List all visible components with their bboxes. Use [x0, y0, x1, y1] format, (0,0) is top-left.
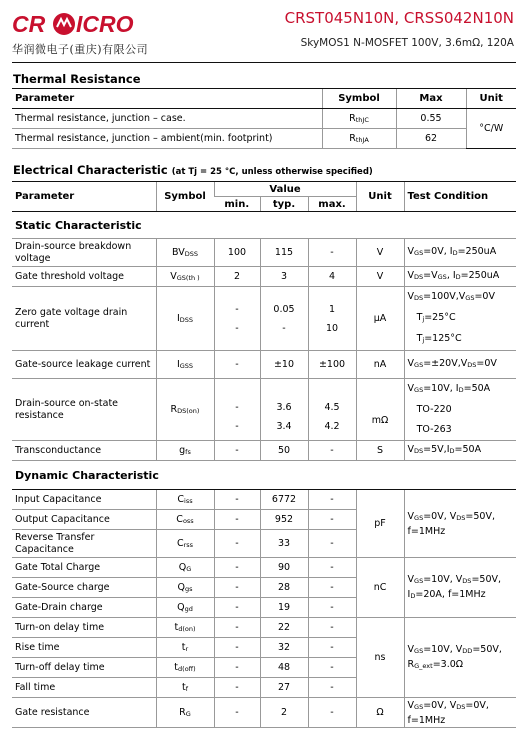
igss-parameter: Gate-source leakage current	[12, 351, 156, 379]
eh-value: Value	[214, 182, 356, 197]
coss-parameter: Output Capacitance	[12, 510, 156, 530]
rdson-parameter: Drain-source on-state resistance	[12, 379, 156, 441]
gfs-typ: 50	[260, 441, 308, 461]
tdon-parameter: Turn-on delay time	[12, 618, 156, 638]
tdon-max: -	[308, 618, 356, 638]
thermal-jc-symbol: RthJC	[322, 109, 396, 129]
rg-typ: 2	[260, 698, 308, 728]
igss-test: VGS=±20V,VDS=0V	[404, 351, 516, 379]
bvdss-unit: V	[356, 239, 404, 267]
thermal-unit: °C/W	[466, 109, 516, 149]
qgs-parameter: Gate-Source charge	[12, 578, 156, 598]
crss-max: -	[308, 530, 356, 558]
vgsth-min: 2	[214, 267, 260, 287]
rdson-max: 4.5 4.2	[308, 379, 356, 441]
qg-symbol: QG	[156, 558, 214, 578]
idss-typ: 0.05 -	[260, 287, 308, 351]
thermal-ja-symbol: RthJA	[322, 129, 396, 149]
rg-max: -	[308, 698, 356, 728]
idss-max: 1 10	[308, 287, 356, 351]
ciss-parameter: Input Capacitance	[12, 490, 156, 510]
bvdss-parameter: Drain-source breakdown voltage	[12, 239, 156, 267]
bvdss-min: 100	[214, 239, 260, 267]
bvdss-max: -	[308, 239, 356, 267]
th-max: Max	[396, 89, 466, 109]
thermal-jc-max: 0.55	[396, 109, 466, 129]
tr-min: -	[214, 638, 260, 658]
tf-max: -	[308, 678, 356, 698]
gfs-min: -	[214, 441, 260, 461]
igss-max: ±100	[308, 351, 356, 379]
page-header	[0, 0, 528, 64]
eh-parameter: Parameter	[12, 182, 156, 212]
idss-parameter: Zero gate voltage drain current	[12, 287, 156, 351]
time-test: VGS=10V, VDD=50V, RG_ext=3.0Ω	[404, 618, 516, 698]
th-parameter: Parameter	[12, 89, 322, 109]
rg-parameter: Gate resistance	[12, 698, 156, 728]
th-unit: Unit	[466, 89, 516, 109]
ciss-typ: 6772	[260, 490, 308, 510]
gfs-unit: S	[356, 441, 404, 461]
rg-min: -	[214, 698, 260, 728]
tf-symbol: tf	[156, 678, 214, 698]
igss-min: -	[214, 351, 260, 379]
rdson-unit: mΩ	[356, 379, 404, 441]
crmicro-logo	[12, 10, 152, 38]
coss-min: -	[214, 510, 260, 530]
rdson-symbol: RDS(on)	[156, 379, 214, 441]
eh-unit: Unit	[356, 182, 404, 212]
coss-typ: 952	[260, 510, 308, 530]
thermal-ja-max: 62	[396, 129, 466, 149]
svg-text:ICRO: ICRO	[76, 11, 134, 37]
electrical-table	[12, 181, 516, 728]
qg-max: -	[308, 558, 356, 578]
qgs-max: -	[308, 578, 356, 598]
rdson-min: - -	[214, 379, 260, 441]
rg-test: VGS=0V, VDS=0V, f=1MHz	[404, 698, 516, 728]
electrical-title: Electrical Characteristic (at Tj = 25 °C, unless otherwise specified)	[13, 163, 373, 177]
ciss-symbol: Ciss	[156, 490, 214, 510]
thermal-jc-parameter: Thermal resistance, junction – case.	[12, 109, 322, 129]
eh-min: min.	[214, 197, 260, 212]
tr-typ: 32	[260, 638, 308, 658]
bvdss-test: VGS=0V, ID=250uA	[404, 239, 516, 267]
header-rule	[12, 62, 516, 63]
svg-text:CR: CR	[12, 11, 46, 37]
crss-typ: 33	[260, 530, 308, 558]
tdon-symbol: td(on)	[156, 618, 214, 638]
ciss-max: -	[308, 490, 356, 510]
igss-typ: ±10	[260, 351, 308, 379]
idss-symbol: IDSS	[156, 287, 214, 351]
vgsth-symbol: VGS(th )	[156, 267, 214, 287]
crss-parameter: Reverse Transfer Capacitance	[12, 530, 156, 558]
qgd-max: -	[308, 598, 356, 618]
vgsth-unit: V	[356, 267, 404, 287]
ciss-min: -	[214, 490, 260, 510]
company-name: 华润微电子(重庆)有限公司	[12, 43, 149, 56]
qg-typ: 90	[260, 558, 308, 578]
rdson-test: VGS=10V, ID=50A TO-220 TO-263	[404, 379, 516, 441]
dynamic-title: Dynamic Characteristic	[12, 461, 516, 490]
tdon-typ: 22	[260, 618, 308, 638]
eh-max: max.	[308, 197, 356, 212]
rg-symbol: RG	[156, 698, 214, 728]
tr-parameter: Rise time	[12, 638, 156, 658]
vgsth-test: VDS=VGS, ID=250uA	[404, 267, 516, 287]
qgs-symbol: Qgs	[156, 578, 214, 598]
qgs-min: -	[214, 578, 260, 598]
tf-typ: 27	[260, 678, 308, 698]
tdoff-typ: 48	[260, 658, 308, 678]
tr-symbol: tr	[156, 638, 214, 658]
tf-parameter: Fall time	[12, 678, 156, 698]
qg-min: -	[214, 558, 260, 578]
vgsth-typ: 3	[260, 267, 308, 287]
gfs-symbol: gfs	[156, 441, 214, 461]
tdoff-parameter: Turn-off delay time	[12, 658, 156, 678]
eh-test: Test Condition	[404, 182, 516, 212]
coss-symbol: Coss	[156, 510, 214, 530]
charge-test: VGS=10V, VDS=50V, ID=20A, f=1MHz	[404, 558, 516, 618]
th-symbol: Symbol	[322, 89, 396, 109]
tf-min: -	[214, 678, 260, 698]
tr-max: -	[308, 638, 356, 658]
bvdss-symbol: BVDSS	[156, 239, 214, 267]
crss-min: -	[214, 530, 260, 558]
rdson-typ: 3.6 3.4	[260, 379, 308, 441]
igss-symbol: IGSS	[156, 351, 214, 379]
tdon-min: -	[214, 618, 260, 638]
crss-symbol: Crss	[156, 530, 214, 558]
qgd-symbol: Qgd	[156, 598, 214, 618]
static-title: Static Characteristic	[12, 212, 516, 239]
qg-parameter: Gate Total Charge	[12, 558, 156, 578]
thermal-ja-parameter: Thermal resistance, junction – ambient(min. footprint)	[12, 129, 322, 149]
cap-unit: pF	[356, 490, 404, 558]
vgsth-parameter: Gate threshold voltage	[12, 267, 156, 287]
time-unit: ns	[356, 618, 404, 698]
gfs-max: -	[308, 441, 356, 461]
thermal-title: Thermal Resistance	[13, 72, 141, 86]
charge-unit: nC	[356, 558, 404, 618]
idss-unit: μA	[356, 287, 404, 351]
qgd-typ: 19	[260, 598, 308, 618]
eh-typ: typ.	[260, 197, 308, 212]
vgsth-max: 4	[308, 267, 356, 287]
rg-unit: Ω	[356, 698, 404, 728]
coss-max: -	[308, 510, 356, 530]
bvdss-typ: 115	[260, 239, 308, 267]
qgd-min: -	[214, 598, 260, 618]
product-description: SkyMOS1 N-MOSFET 100V, 3.6mΩ, 120A	[300, 37, 514, 49]
thermal-table	[12, 88, 516, 149]
tdoff-min: -	[214, 658, 260, 678]
eh-symbol: Symbol	[156, 182, 214, 212]
idss-test: VDS=100V,VGS=0V Tj=25°C Tj=125°C	[404, 287, 516, 351]
gfs-parameter: Transconductance	[12, 441, 156, 461]
qgd-parameter: Gate-Drain charge	[12, 598, 156, 618]
cap-test: VGS=0V, VDS=50V, f=1MHz	[404, 490, 516, 558]
part-number: CRST045N10N, CRSS042N10N	[284, 9, 514, 27]
idss-min: - -	[214, 287, 260, 351]
tdoff-symbol: td(off)	[156, 658, 214, 678]
tdoff-max: -	[308, 658, 356, 678]
gfs-test: VDS=5V,ID=50A	[404, 441, 516, 461]
igss-unit: nA	[356, 351, 404, 379]
qgs-typ: 28	[260, 578, 308, 598]
